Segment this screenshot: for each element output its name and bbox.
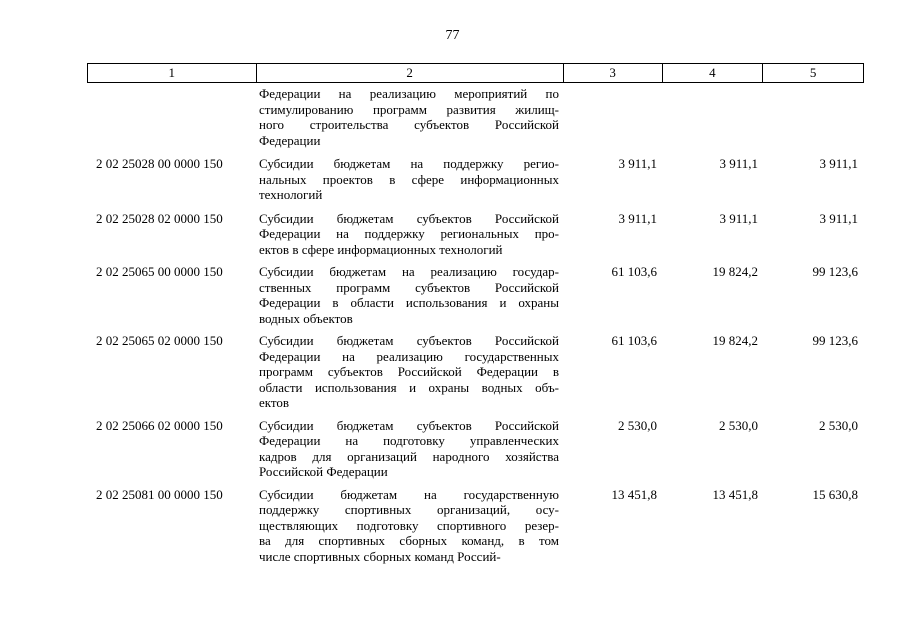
column-header-3: 3 — [564, 64, 663, 82]
value-col3: 61 103,6 — [611, 333, 657, 348]
table-row — [87, 416, 864, 480]
value-col5 — [764, 84, 864, 148]
description-line: ва для спортивных сборных команд, в том — [259, 533, 559, 548]
description-line: ектов в сфере информационных технологий — [259, 241, 503, 257]
column-header-2: 2 — [257, 64, 564, 82]
value-col3: 2 530,0 — [618, 417, 657, 433]
value-col4: 3 911,1 — [719, 210, 758, 226]
description-line: кадров для организаций народного хозяйства — [259, 448, 559, 464]
description-line: числе спортивных сборных команд Россий- — [259, 548, 501, 564]
table-row — [87, 154, 864, 203]
description-cell — [256, 154, 564, 203]
column-header-4: 4 — [663, 64, 764, 82]
code-cell: 2 02 25065 02 0000 150 — [96, 333, 223, 348]
description-line: Федерации на подготовку управленческих — [259, 433, 559, 448]
table-row — [87, 262, 864, 326]
value-col4: 13 451,8 — [712, 486, 758, 502]
description-line: Субсидии бюджетам субъектов Российской — [259, 210, 559, 226]
description-line: программ субъектов Российской Федерации в — [259, 364, 559, 379]
value-col4: 19 824,2 — [712, 264, 758, 279]
page-number: 77 — [445, 28, 460, 43]
table-row-continuation — [87, 84, 864, 148]
description-line: ного строительства субъектов Российской — [259, 117, 559, 132]
value-col3: 3 911,1 — [618, 210, 657, 226]
description-cell — [256, 262, 564, 326]
description-line: Субсидии бюджетам субъектов Российской — [259, 417, 559, 433]
value-col5: 2 530,0 — [819, 417, 858, 433]
value-col4: 3 911,1 — [719, 156, 758, 171]
table-body — [87, 84, 864, 564]
table-row — [87, 331, 864, 411]
description-line: водных объектов — [259, 310, 353, 326]
code-cell: 2 02 25081 00 0000 150 — [96, 486, 223, 502]
description-line: Субсидии бюджетам субъектов Российской — [259, 333, 559, 348]
value-col5: 99 123,6 — [812, 264, 858, 279]
description-line: нальных проектов в сфере информационных — [259, 171, 559, 187]
description-line: ственных программ субъектов Российской — [259, 279, 559, 295]
description-line: стимулированию программ развития жилищ- — [259, 101, 559, 117]
description-line: Федерации — [259, 132, 321, 148]
value-col5: 15 630,8 — [812, 486, 858, 502]
code-cell — [87, 84, 256, 148]
column-header-1: 1 — [88, 64, 257, 82]
description-line: области использования и охраны водных объ- — [259, 379, 559, 395]
value-col4: 2 530,0 — [719, 417, 758, 433]
description-cell — [256, 416, 564, 480]
description-line: Субсидии бюджетам на государственную — [259, 486, 559, 502]
value-col3: 13 451,8 — [611, 486, 657, 502]
description-line: технологий — [259, 187, 323, 202]
description-line: ществляющих подготовку спортивного резер- — [259, 517, 559, 533]
description-line: Федерации в области использования и охраны — [259, 295, 559, 310]
description-line: Субсидии бюджетам на поддержку регио- — [259, 156, 559, 171]
value-col5: 3 911,1 — [819, 210, 858, 226]
description-cell — [256, 84, 564, 148]
description-line: Федерации на поддержку региональных про- — [259, 226, 559, 241]
description-line: Федерации на реализацию государственных — [259, 348, 559, 364]
description-line: ектов — [259, 395, 290, 410]
description-line: Федерации на реализацию мероприятий по — [259, 86, 559, 101]
description-cell — [256, 485, 564, 565]
description-line: Субсидии бюджетам на реализацию государ- — [259, 264, 559, 279]
code-cell: 2 02 25065 00 0000 150 — [96, 264, 223, 279]
code-cell: 2 02 25028 02 0000 150 — [96, 210, 223, 226]
value-col4 — [663, 84, 764, 148]
code-cell: 2 02 25028 00 0000 150 — [96, 156, 223, 171]
description-line: Российской Федерации — [259, 464, 388, 479]
value-col4: 19 824,2 — [712, 333, 758, 348]
code-cell: 2 02 25066 02 0000 150 — [96, 417, 223, 433]
table-header — [87, 63, 864, 83]
table-row — [87, 485, 864, 565]
value-col3: 61 103,6 — [611, 264, 657, 279]
value-col5: 99 123,6 — [812, 333, 858, 348]
value-col3: 3 911,1 — [618, 156, 657, 171]
value-col5: 3 911,1 — [819, 156, 858, 171]
table-row — [87, 209, 864, 258]
column-header-5: 5 — [809, 65, 817, 80]
value-col3 — [564, 84, 663, 148]
description-cell — [256, 209, 564, 258]
description-line: поддержку спортивных организаций, осу- — [259, 502, 559, 517]
description-cell — [256, 331, 564, 411]
